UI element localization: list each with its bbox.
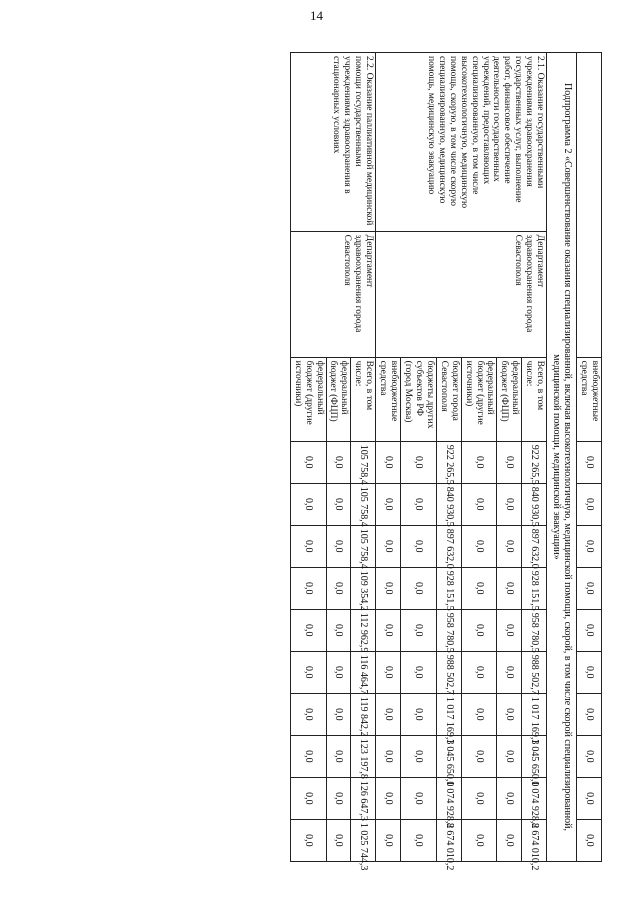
executor-cell: Департамент здравоохранения города Севастополя <box>290 231 375 357</box>
value-cell: 0,0 <box>376 441 401 483</box>
value-cell: 116 464,7 <box>351 651 376 693</box>
value-cell: 0,0 <box>577 819 602 861</box>
table-row <box>351 53 376 862</box>
value-cell: 0,0 <box>497 525 522 567</box>
table-row <box>522 53 547 862</box>
value-cell: 988 502,7 <box>522 651 547 693</box>
value-cell: 0,0 <box>376 735 401 777</box>
value-cell: 0,0 <box>577 693 602 735</box>
value-cell: 0,0 <box>326 777 351 819</box>
value-cell: 0,0 <box>326 483 351 525</box>
table-body <box>290 53 601 871</box>
value-cell: 0,0 <box>290 525 326 567</box>
page-number: 14 <box>310 8 323 23</box>
value-cell: 8 674 010,2 <box>436 819 461 861</box>
value-cell: 958 780,5 <box>522 609 547 651</box>
value-cell: 105 758,4 <box>351 525 376 567</box>
funding-source-cell: внебюджетные средства <box>577 357 602 441</box>
value-cell: 1 074 928,2 <box>522 777 547 819</box>
value-cell: 0,0 <box>376 483 401 525</box>
value-cell: 0,0 <box>326 693 351 735</box>
value-cell: 0,0 <box>376 651 401 693</box>
value-cell: 988 502,7 <box>436 651 461 693</box>
value-cell: 0,0 <box>577 567 602 609</box>
value-cell: 0,0 <box>326 441 351 483</box>
value-cell: 0,0 <box>461 525 497 567</box>
value-cell: 0,0 <box>290 609 326 651</box>
measure-name: 2.2. Оказание паллиативной медицинской помощи государственными учреждениями здравоохранения в стационарных условиях <box>290 53 375 232</box>
value-cell: 0,0 <box>290 483 326 525</box>
value-cell: 0,0 <box>290 651 326 693</box>
value-cell: 958 780,5 <box>436 609 461 651</box>
value-cell: 0,0 <box>461 483 497 525</box>
funding-source-cell: внебюджетные средства <box>376 357 401 441</box>
value-cell: 0,0 <box>401 525 437 567</box>
funding-source-cell: бюджеты других субъектов РФ (город Москва) <box>401 357 437 441</box>
value-cell: 0,0 <box>497 819 522 861</box>
value-cell: 0,0 <box>461 735 497 777</box>
value-cell: 0,0 <box>290 819 326 861</box>
value-cell: 0,0 <box>326 609 351 651</box>
budget-table <box>290 52 602 871</box>
value-cell: 840 930,5 <box>522 483 547 525</box>
value-cell: 0,0 <box>401 777 437 819</box>
value-cell: 0,0 <box>401 651 437 693</box>
executor-cell: Департамент здравоохранения города Севастополя <box>376 231 547 357</box>
value-cell: 105 758,4 <box>351 483 376 525</box>
value-cell: 0,0 <box>497 693 522 735</box>
value-cell: 0,0 <box>497 777 522 819</box>
value-cell: 0,0 <box>577 483 602 525</box>
value-cell: 0,0 <box>376 525 401 567</box>
value-cell: 0,0 <box>497 609 522 651</box>
value-cell: 0,0 <box>290 693 326 735</box>
value-cell: 0,0 <box>326 735 351 777</box>
value-cell: 0,0 <box>290 735 326 777</box>
measure-name: 2.1. Оказание государственными учреждениями здравоохранения государственных услуг, выполнение работ, финансовое обеспечение деятельности государственных учреждений, предоставляющих специализированную, в том числе высокотехнологичную, медицинскую помощь, скорую, в том числе скорую специализированную, медицинскую помощь, медицинскую эвакуацию <box>376 53 547 232</box>
value-cell: 0,0 <box>326 651 351 693</box>
funding-source-cell: бюджет города Севастополя <box>436 357 461 441</box>
value-cell: 922 265,5 <box>436 441 461 483</box>
value-cell: 897 632,0 <box>436 525 461 567</box>
value-cell: 840 930,5 <box>436 483 461 525</box>
value-cell: 0,0 <box>577 651 602 693</box>
value-cell: 0,0 <box>497 483 522 525</box>
value-cell: 8 674 010,2 <box>522 819 547 861</box>
value-cell: 1 045 650,0 <box>436 735 461 777</box>
value-cell: 105 758,4 <box>351 441 376 483</box>
value-cell: 1 017 169,3 <box>522 693 547 735</box>
value-cell: 0,0 <box>497 567 522 609</box>
value-cell: 0,0 <box>577 777 602 819</box>
value-cell: 0,0 <box>376 819 401 861</box>
funding-source-cell: Всего, в том числе: <box>522 357 547 441</box>
value-cell: 1 074 928,2 <box>436 777 461 819</box>
value-cell: 119 842,2 <box>351 693 376 735</box>
value-cell: 0,0 <box>461 819 497 861</box>
value-cell: 0,0 <box>497 735 522 777</box>
value-cell: 0,0 <box>290 567 326 609</box>
value-cell: 126 647,3 <box>351 777 376 819</box>
value-cell: 0,0 <box>461 693 497 735</box>
value-cell: 0,0 <box>497 651 522 693</box>
value-cell: 0,0 <box>376 609 401 651</box>
value-cell: 0,0 <box>401 735 437 777</box>
value-cell: 0,0 <box>461 567 497 609</box>
table-row <box>547 53 577 862</box>
funding-source-cell: федеральный бюджет (ФЦП) <box>326 357 351 441</box>
empty-cell <box>577 53 602 358</box>
value-cell: 1 017 169,3 <box>436 693 461 735</box>
value-cell: 0,0 <box>577 609 602 651</box>
funding-source-cell: федеральный бюджет (ФЦП) <box>497 357 522 441</box>
value-cell: 897 632,0 <box>522 525 547 567</box>
value-cell: 0,0 <box>401 441 437 483</box>
value-cell: 109 354,2 <box>351 567 376 609</box>
value-cell: 123 197,8 <box>351 735 376 777</box>
value-cell: 928 151,5 <box>522 567 547 609</box>
value-cell: 0,0 <box>577 525 602 567</box>
value-cell: 0,0 <box>577 735 602 777</box>
value-cell: 0,0 <box>461 777 497 819</box>
value-cell: 928 151,5 <box>436 567 461 609</box>
value-cell: 0,0 <box>461 441 497 483</box>
value-cell: 0,0 <box>376 567 401 609</box>
funding-source-cell: федеральный бюджет (другие источники) <box>461 357 497 441</box>
value-cell: 0,0 <box>461 609 497 651</box>
value-cell: 0,0 <box>401 609 437 651</box>
value-cell: 0,0 <box>326 819 351 861</box>
value-cell: 0,0 <box>290 441 326 483</box>
table-row <box>577 53 602 862</box>
value-cell: 0,0 <box>577 441 602 483</box>
rotated-table-container <box>102 52 602 871</box>
value-cell: 0,0 <box>376 693 401 735</box>
value-cell: 0,0 <box>401 819 437 861</box>
value-cell: 0,0 <box>401 693 437 735</box>
value-cell: 0,0 <box>461 651 497 693</box>
value-cell: 112 962,9 <box>351 609 376 651</box>
value-cell: 0,0 <box>401 567 437 609</box>
subprogram-title: Подпрограмма 2 «Совершенствование оказания специализированной, включая высокотехнологичную, медицинской помощи, скорой, в том числе скорой специализированной, медицинской помощи, медицинской эвакуации» <box>547 53 577 862</box>
value-cell: 0,0 <box>401 483 437 525</box>
value-cell: 1 025 744,3 <box>351 819 376 861</box>
value-cell: 0,0 <box>290 777 326 819</box>
value-cell: 0,0 <box>376 777 401 819</box>
value-cell: 0,0 <box>326 525 351 567</box>
funding-source-cell: Всего, в том числе: <box>351 357 376 441</box>
value-cell: 0,0 <box>326 567 351 609</box>
value-cell: 0,0 <box>497 441 522 483</box>
value-cell: 922 265,5 <box>522 441 547 483</box>
funding-source-cell: федеральный бюджет (другие источники) <box>290 357 326 441</box>
value-cell: 1 045 650,0 <box>522 735 547 777</box>
